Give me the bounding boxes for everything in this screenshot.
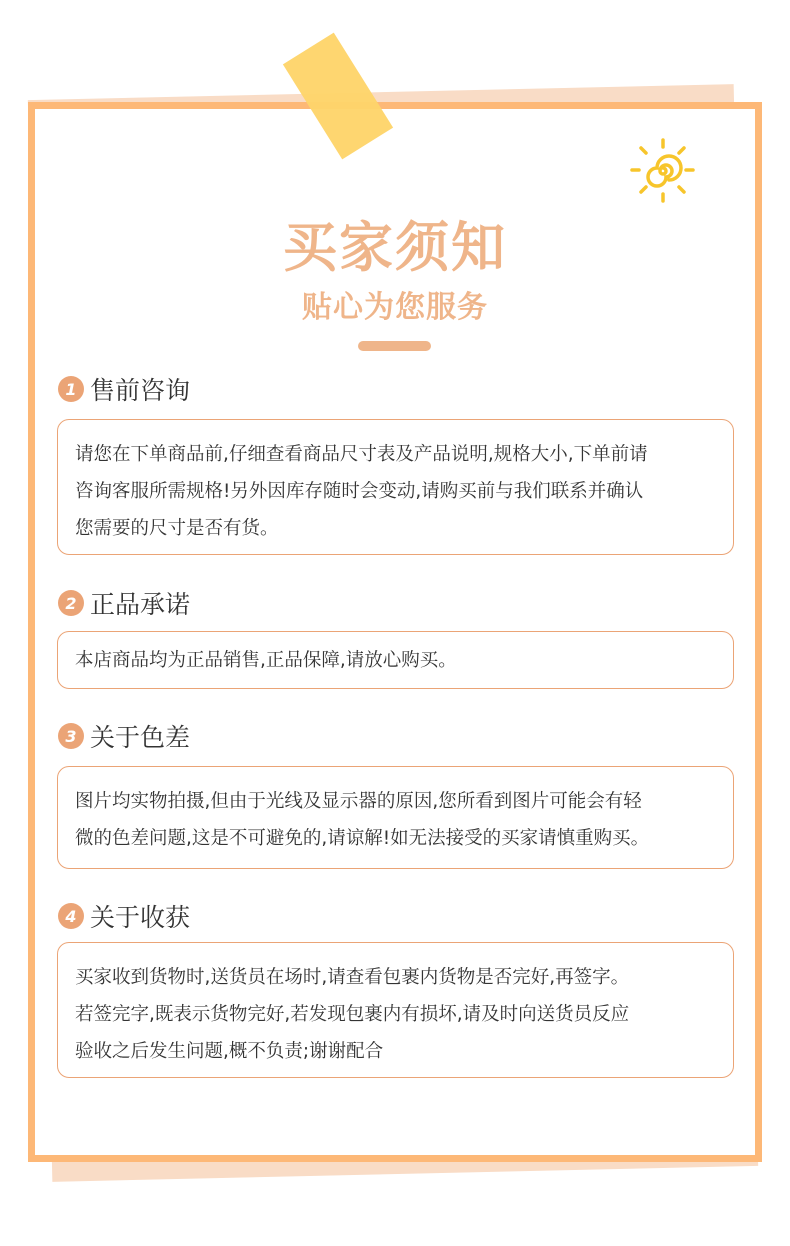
section-title: 售前咨询 — [90, 376, 191, 405]
section-box-color — [57, 766, 734, 869]
section-number-badge: 3 — [58, 723, 84, 749]
section-text-line: 请您在下单商品前,仔细查看商品尺寸表及产品说明,规格大小,下单前请 — [75, 444, 648, 465]
section-text-line: 微的色差问题,这是不可避免的,请谅解!如无法接受的买家请慎重购买。 — [75, 828, 650, 849]
section-text-line: 您需要的尺寸是否有货。 — [75, 518, 279, 539]
section-header-presale — [58, 374, 190, 404]
section-text-line: 咨询客服所需规格!另外因库存随时会变动,请购买前与我们联系并确认 — [75, 481, 644, 502]
section-title: 关于收获 — [90, 903, 191, 932]
section-text-line: 图片均实物拍摄,但由于光线及显示器的原因,您所看到图片可能会有轻 — [75, 791, 642, 812]
section-box-receipt — [57, 942, 734, 1078]
section-title: 关于色差 — [90, 723, 191, 752]
section-text-line: 若签完字,既表示货物完好,若发现包裹内有损坏,请及时向送货员反应 — [75, 1004, 630, 1025]
section-header-genuine — [58, 588, 190, 618]
section-title: 正品承诺 — [90, 590, 191, 619]
sun-icon — [628, 136, 698, 206]
section-number-badge: 2 — [58, 590, 84, 616]
section-header-receipt — [58, 901, 190, 931]
section-number-badge: 4 — [58, 903, 84, 929]
section-box-genuine — [57, 631, 734, 689]
page-title: 买家须知 — [283, 216, 507, 279]
title-divider — [358, 341, 431, 351]
section-text-line: 买家收到货物时,送货员在场时,请查看包裹内货物是否完好,再签字。 — [75, 967, 630, 988]
section-header-color — [58, 721, 190, 751]
section-number-badge: 1 — [58, 376, 84, 402]
section-box-presale — [57, 419, 734, 555]
page-subtitle: 贴心为您服务 — [302, 290, 488, 325]
section-text-line: 验收之后发生问题,概不负责;谢谢配合 — [75, 1041, 384, 1062]
section-text-line: 本店商品均为正品销售,正品保障,请放心购买。 — [75, 650, 457, 671]
